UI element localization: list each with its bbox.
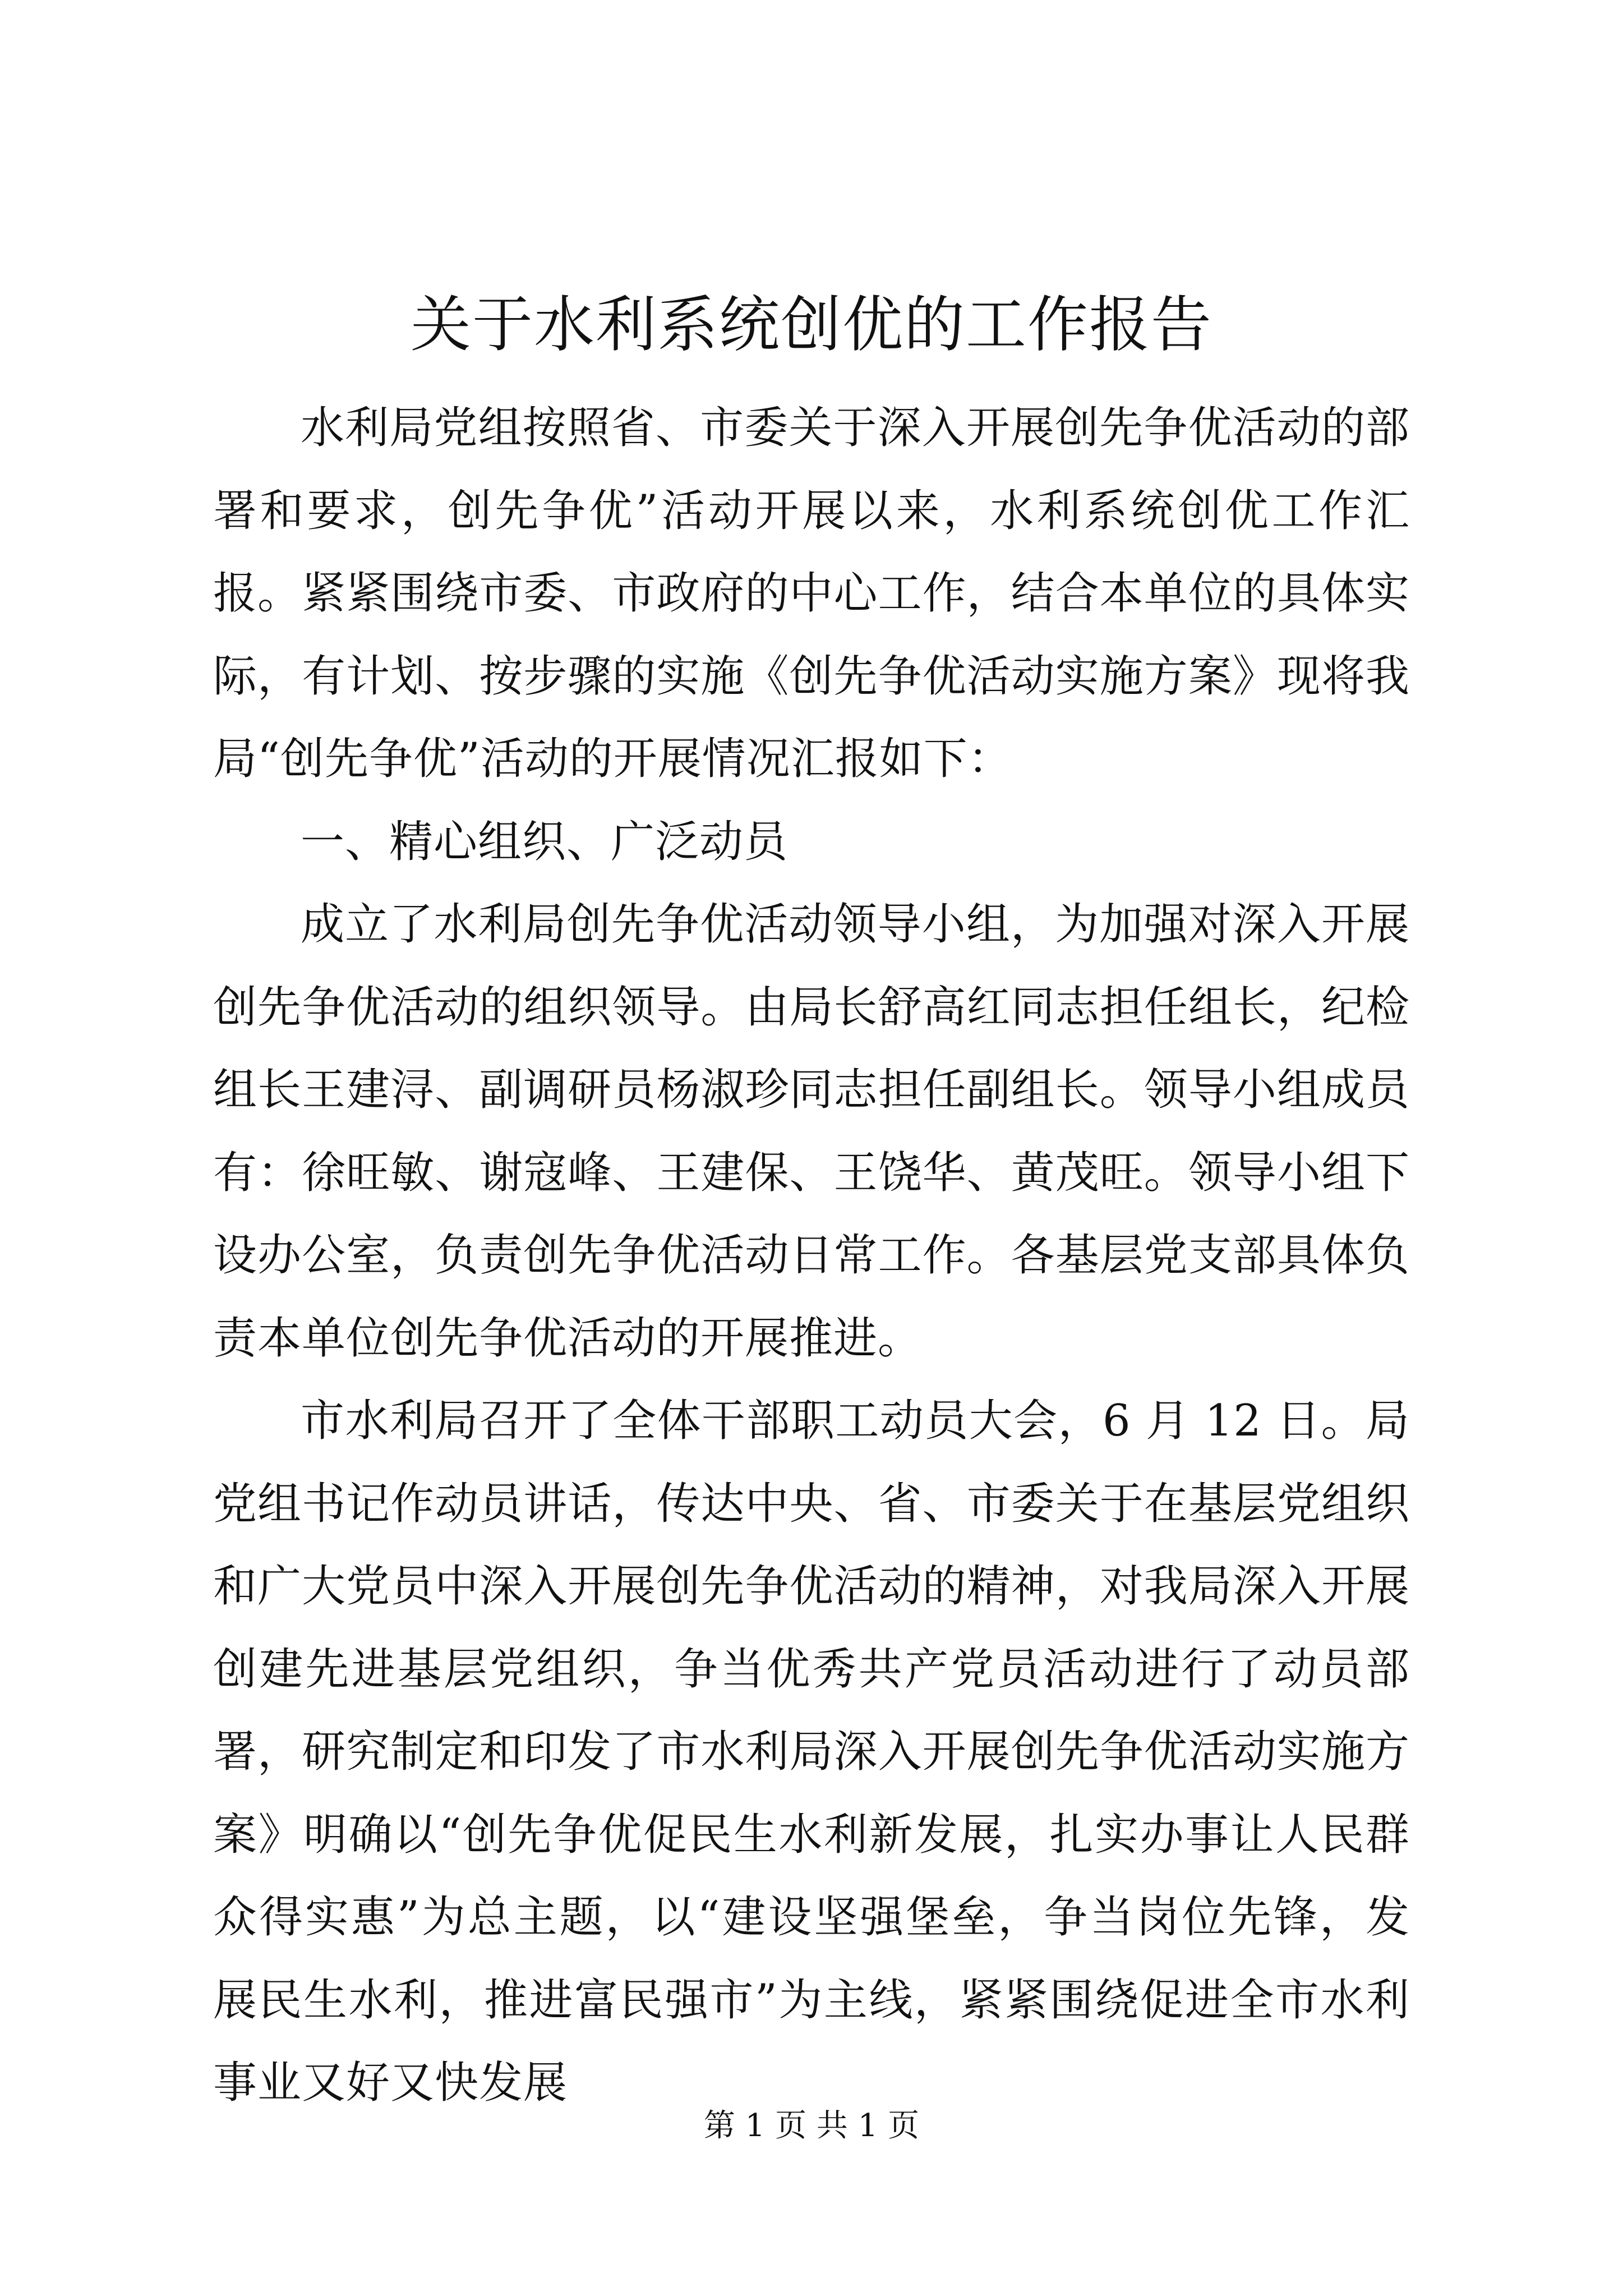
paragraph-mobilization-meeting: 市水利局召开了全体干部职工动员大会，6 月 12 日。局党组书记作动员讲话，传达中央、省、市委关于在基层党组织和广大党员中深入开展创先争优活动的精神，对我局深入开展创建先进基层党组织，争当优秀共产党员活动进行了动员部署，研究制定和印发了市水利局深入开展创先争优活动实施方案》明确以“创先争优促民生水利新发展，扎实办事让人民群众得实惠”为总主题，以“建设坚强堡垒，争当岗位先锋，发展民生水利，推进富民强市”为主线，紧紧围绕促进全市水利事业又好又快发展 — [213, 1396, 1410, 2108]
document-body — [213, 387, 1410, 2125]
page-footer: 第 1 页 共 1 页 — [703, 2108, 920, 2144]
section-heading-1: 一、精心组织、广泛动员 — [301, 816, 789, 867]
paragraph-intro: 水利局党组按照省、市委关于深入开展创先争优活动的部署和要求，创先争优”活动开展以来，水利系统创优工作汇报。紧紧围绕市委、市政府的中心工作，结合本单位的具体实际，有计划、按步骤的实施《创先争优活动实施方案》现将我局“创先争优”活动的开展情况汇报如下： — [213, 403, 1410, 784]
document-title: 关于水利系统创优的工作报告 — [410, 290, 1212, 360]
paragraph-leadership-group: 成立了水利局创先争优活动领导小组，为加强对深入开展创先争优活动的组织领导。由局长舒高红同志担任组长，纪检组长王建浔、副调研员杨淑珍同志担任副组长。领导小组成员有：徐旺敏、谢寇峰、王建保、王饶华、黄茂旺。领导小组下设办公室，负责创先争优活动日常工作。各基层党支部具体负责本单位创先争优活动的开展推进。 — [213, 899, 1410, 1364]
